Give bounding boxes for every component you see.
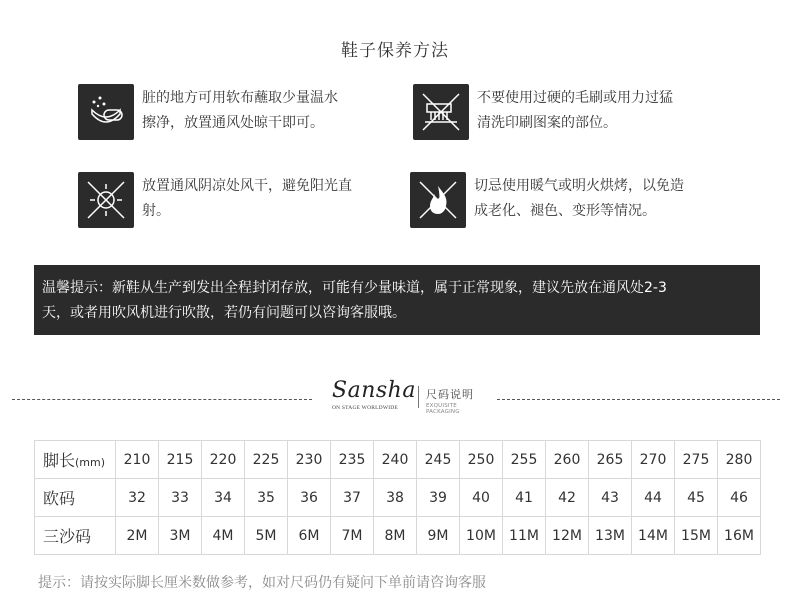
size-cell: 225 [245,441,288,479]
size-cell: 250 [460,441,503,479]
size-cell: 41 [503,479,546,517]
size-cell: 46 [718,479,761,517]
size-cell: 43 [589,479,632,517]
care-item-wash [78,84,338,140]
no-fire-icon [410,172,466,228]
size-cell: 8M [374,517,417,555]
size-cell: 32 [116,479,159,517]
size-row-label: 欧码 [43,489,76,508]
wash-basin-icon [78,84,134,140]
brand-name: Sansha [332,378,416,403]
size-cell: 12M [546,517,589,555]
size-guide-label: 尺码说明 [426,388,474,401]
size-table-row [35,517,761,555]
size-table-row [35,441,761,479]
size-cell: 6M [288,517,331,555]
size-cell: 37 [331,479,374,517]
notice-banner [34,265,760,335]
size-cell: 14M [632,517,675,555]
size-cell: 270 [632,441,675,479]
size-cell: 235 [331,441,374,479]
care-text-line: 清洗印刷图案的部位。 [477,115,617,131]
size-row-label: 三沙码 [43,527,92,546]
notice-line: 天，或者用吹风机进行吹散，若仍有问题可以咨询客服哦。 [42,305,406,321]
size-cell: 34 [202,479,245,517]
size-cell: 38 [374,479,417,517]
care-text-line: 放置通风阴凉处风干，避免阳光直 [142,178,352,194]
care-text-line: 脏的地方可用软布蘸取少量温水 [142,90,338,106]
size-cell: 42 [546,479,589,517]
size-cell: 2M [116,517,159,555]
size-cell: 13M [589,517,632,555]
size-cell: 45 [675,479,718,517]
size-tip: 提示：请按实际脚长厘米数做参考，如对尺码仍有疑问下单前请咨询客服 [38,575,486,591]
care-item-sun [78,172,352,228]
size-cell: 265 [589,441,632,479]
size-row-header [35,479,116,517]
size-cell: 9M [417,517,460,555]
size-cell: 7M [331,517,374,555]
size-row-header [35,441,116,479]
size-cell: 215 [159,441,202,479]
notice-line: 温馨提示：新鞋从生产到发出全程封闭存放，可能有少量味道，属于正常现象，建议先放在通风处2-3 [42,280,667,296]
dashed-divider-left [12,399,312,400]
brand-divider [12,380,780,420]
size-cell: 16M [718,517,761,555]
size-cell: 40 [460,479,503,517]
size-cell: 240 [374,441,417,479]
size-cell: 3M [159,517,202,555]
size-row-unit: (mm) [75,456,106,469]
dashed-divider-right [497,399,780,400]
size-cell: 220 [202,441,245,479]
brand-separator [418,386,419,408]
size-cell: 44 [632,479,675,517]
size-cell: 11M [503,517,546,555]
size-cell: 245 [417,441,460,479]
size-row-header [35,517,116,555]
size-cell: 210 [116,441,159,479]
size-cell: 33 [159,479,202,517]
page-title: 鞋子保养方法 [341,41,449,61]
care-text-line: 切忌使用暖气或明火烘烤，以免造 [474,178,684,194]
care-text-line: 擦净，放置通风处晾干即可。 [142,115,324,131]
size-cell: 260 [546,441,589,479]
care-text-line: 射。 [142,203,170,219]
size-cell: 275 [675,441,718,479]
size-table-row [35,479,761,517]
care-item-brush [413,84,673,140]
size-cell: 35 [245,479,288,517]
size-cell: 5M [245,517,288,555]
size-cell: 36 [288,479,331,517]
size-cell: 230 [288,441,331,479]
size-cell: 280 [718,441,761,479]
size-row-label: 脚长 [43,451,76,470]
no-sun-icon [78,172,134,228]
size-cell: 15M [675,517,718,555]
care-text-line: 不要使用过硬的毛刷或用力过猛 [477,90,673,106]
care-text-line: 成老化、褪色、变形等情况。 [474,203,656,219]
brand-tagline: ON STAGE WORLDWIDE [332,405,398,411]
size-cell: 255 [503,441,546,479]
size-guide-sublabel: EXQUISITE PACKAGING [426,403,460,415]
size-cell: 39 [417,479,460,517]
brand-logo [332,380,492,420]
size-cell: 4M [202,517,245,555]
size-cell: 10M [460,517,503,555]
no-hard-brush-icon [413,84,469,140]
size-table [34,440,761,555]
care-item-fire [410,172,684,228]
